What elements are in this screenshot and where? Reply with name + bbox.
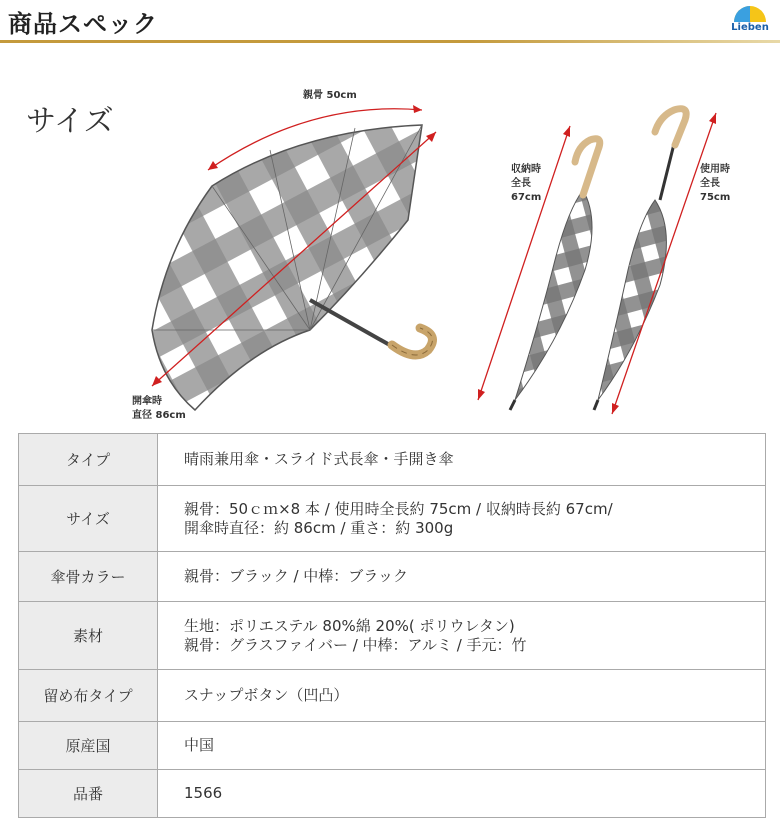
open-diameter-label-2: 直径 86cm <box>132 410 186 421</box>
spec-value-line: 親骨：50ｃｍ×8 本 / 使用時全長約 75cm / 収納時長約 67cm/ <box>184 499 613 518</box>
open-umbrella-illustration <box>152 125 433 410</box>
page-header <box>0 0 780 44</box>
spec-row-size <box>19 486 766 552</box>
spec-key: 素材 <box>19 602 158 670</box>
spec-key: 原産国 <box>19 722 158 770</box>
open-diameter-label-1: 開傘時 <box>132 396 162 407</box>
rib-length-label: 親骨 50cm <box>303 90 357 101</box>
spec-key: 傘骨カラー <box>19 552 158 602</box>
spec-row-material <box>19 602 766 670</box>
spec-value <box>158 722 766 770</box>
spec-row-type <box>19 434 766 486</box>
spec-value-line: 開傘時直径：約 86cm / 重さ：約 300g <box>184 518 454 537</box>
umbrella-logo-icon <box>726 2 774 24</box>
spec-value <box>158 770 766 818</box>
spec-row-product-number <box>19 770 766 818</box>
spec-value-line: 晴雨兼用傘・スライド式長傘・手開き傘 <box>184 450 454 468</box>
spec-value <box>158 552 766 602</box>
spec-value <box>158 434 766 486</box>
brand-logo <box>726 2 774 36</box>
spec-key: タイプ <box>19 434 158 486</box>
spec-value <box>158 486 766 552</box>
spec-table <box>18 433 766 818</box>
in-use-length-arrow <box>612 113 716 414</box>
spec-value-line: 生地：ポリエステル 80%綿 20%( ポリウレタン) <box>184 616 515 635</box>
spec-value <box>158 602 766 670</box>
in-use-length-label-1: 使用時 <box>700 164 730 175</box>
page-title: 商品スペック <box>8 10 158 38</box>
spec-value-line: 親骨：グラスファイバー / 中棒：アルミ / 手元：竹 <box>184 635 527 654</box>
spec-row-origin <box>19 722 766 770</box>
spec-key: サイズ <box>19 486 158 552</box>
in-use-umbrella-illustration <box>594 109 686 410</box>
folded-length-label-2: 全長 <box>511 178 531 189</box>
in-use-length-label-3: 75cm <box>700 192 731 203</box>
folded-length-label-1: 収納時 <box>511 164 541 175</box>
folded-length-label-3: 67cm <box>511 192 542 203</box>
spec-row-strap-type <box>19 670 766 722</box>
spec-value-line: スナップボタン（凹凸） <box>184 686 349 704</box>
in-use-length-label-2: 全長 <box>700 178 720 189</box>
spec-key: 留め布タイプ <box>19 670 158 722</box>
spec-value-line: 1566 <box>184 784 223 802</box>
logo-text: Lieben <box>731 22 769 33</box>
spec-value <box>158 670 766 722</box>
spec-row-frame-color <box>19 552 766 602</box>
size-section-title: サイズ <box>26 104 114 139</box>
spec-value-line: 中国 <box>184 736 215 754</box>
umbrella-size-figure <box>0 80 780 425</box>
header-divider <box>0 40 780 43</box>
spec-key: 品番 <box>19 770 158 818</box>
spec-value-line: 親骨：ブラック / 中棒：ブラック <box>184 567 408 585</box>
